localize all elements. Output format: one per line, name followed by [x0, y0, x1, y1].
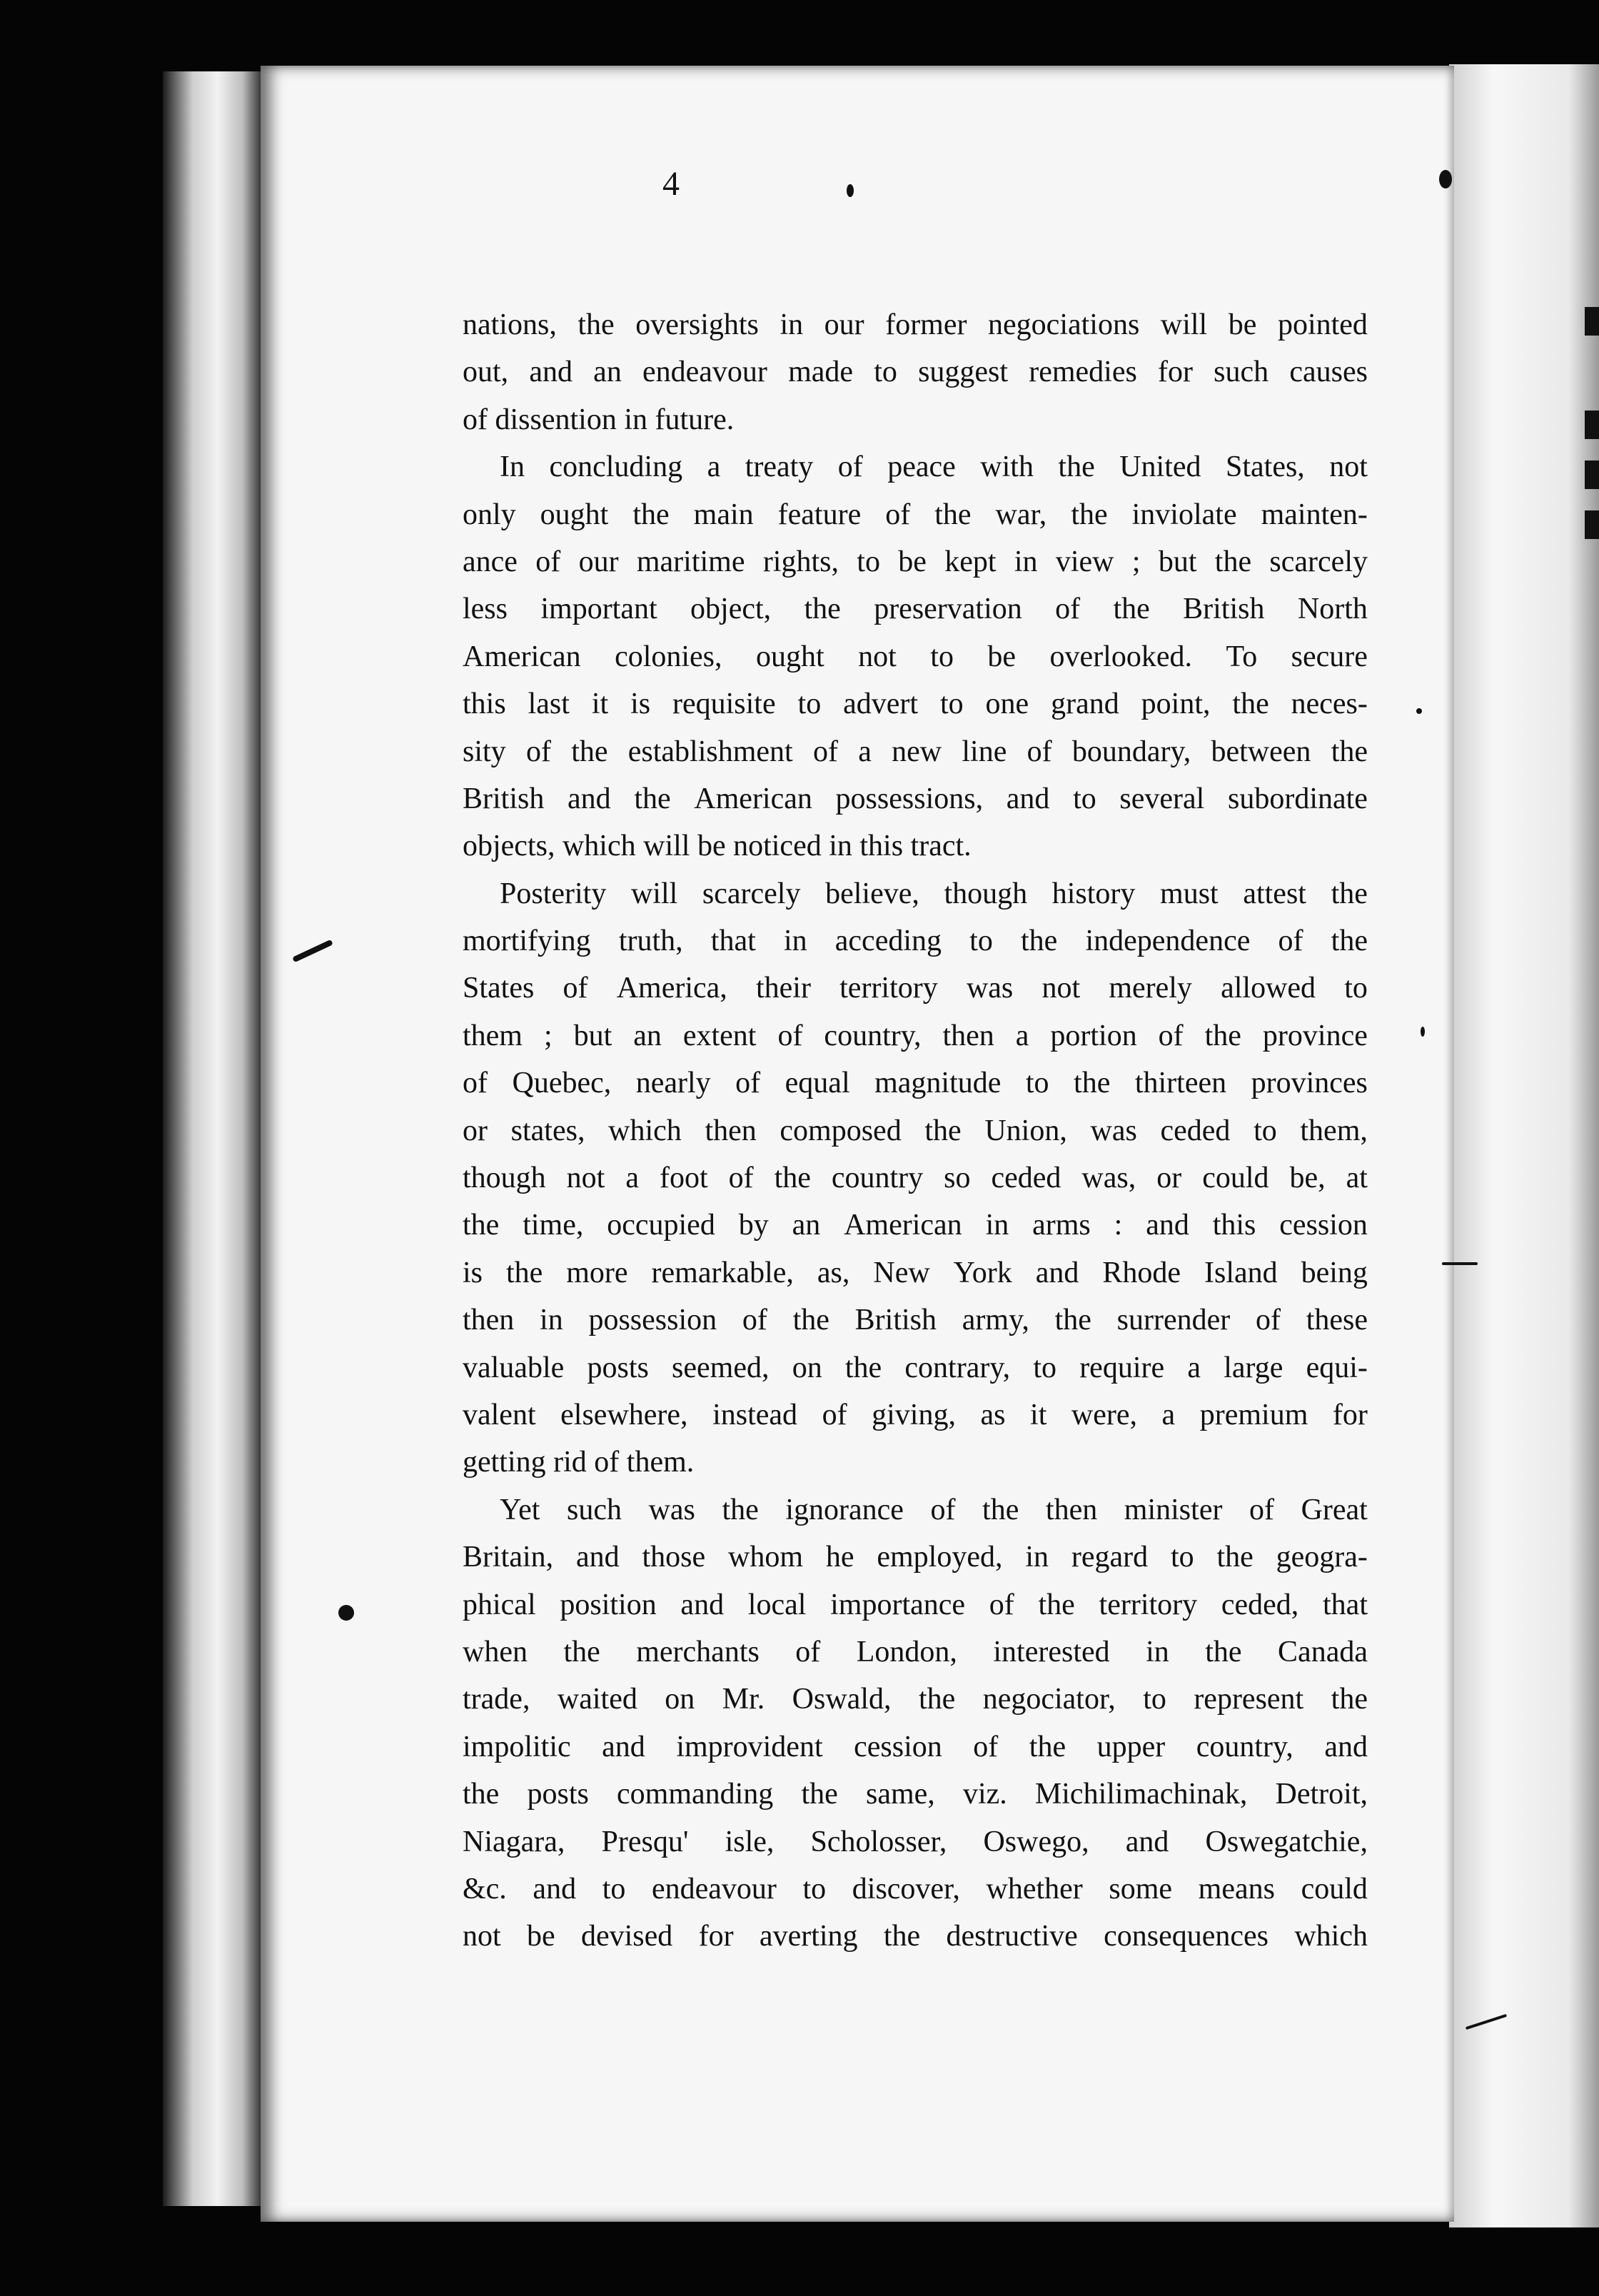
text-line: States of America, their territory was not merely allowed to — [463, 972, 1368, 1005]
ink-speck — [1421, 1027, 1425, 1037]
text-line: Britain, and those whom he employed, in regard to the geogra- — [463, 1541, 1368, 1574]
text-line: or states, which then composed the Union, was ceded to them, — [463, 1114, 1368, 1147]
text-line: sity of the establishment of a new line of boundary, between the — [463, 735, 1368, 768]
text-line: nations, the oversights in our former negociations will be pointed — [463, 308, 1368, 341]
text-line: Posterity will scarcely believe, though history must attest the — [500, 877, 1368, 910]
text-line: trade, waited on Mr. Oswald, the negociator, to represent the — [463, 1683, 1368, 1716]
page-number: 4 — [662, 165, 680, 203]
text-line: of Quebec, nearly of equal magnitude to the thirteen provinces — [463, 1067, 1368, 1100]
text-line: valuable posts seemed, on the contrary, to require a large equi- — [463, 1351, 1368, 1384]
next-page-glyph — [1585, 460, 1599, 489]
text-line: Niagara, Presqu' isle, Scholosser, Oswego, and Oswegatchie, — [463, 1825, 1368, 1858]
book-left-edge — [163, 71, 263, 2206]
text-line: not be devised for averting the destructive consequences which — [463, 1920, 1368, 1953]
text-line: of dissention in future. — [463, 403, 735, 436]
text-line: ance of our maritime rights, to be kept in view ; but the scarcely — [463, 545, 1368, 578]
text-line: only ought the main feature of the war, the inviolate mainten- — [463, 498, 1368, 531]
book-right-edge — [1449, 64, 1599, 2227]
text-line: less important object, the preservation of the British North — [463, 593, 1368, 626]
ink-speck — [1439, 170, 1452, 188]
text-line: objects, which will be noticed in this tract. — [463, 830, 972, 863]
text-line: phical position and local importance of the territory ceded, that — [463, 1588, 1368, 1621]
text-line: out, and an endeavour made to suggest remedies for such causes — [463, 356, 1368, 389]
text-line: British and the American possessions, and to several subordinate — [463, 782, 1368, 815]
text-line: American colonies, ought not to be overlooked. To secure — [463, 640, 1368, 673]
text-line: mortifying truth, that in acceding to the independence of the — [463, 925, 1368, 958]
text-line: them ; but an extent of country, then a portion of the province — [463, 1019, 1368, 1052]
text-line: In concluding a treaty of peace with the United States, not — [500, 450, 1368, 484]
text-line: getting rid of them. — [463, 1446, 695, 1479]
text-line: Yet such was the ignorance of the then minister of Great — [500, 1493, 1368, 1526]
next-page-glyph — [1585, 510, 1599, 539]
ink-speck — [847, 184, 854, 197]
ink-mark — [1442, 1262, 1478, 1265]
text-line: then in possession of the British army, the surrender of these — [463, 1304, 1368, 1337]
text-line: impolitic and improvident cession of the upper country, and — [463, 1730, 1368, 1763]
next-page-glyph — [1585, 411, 1599, 439]
text-line: the posts commanding the same, viz. Michilimachinak, Detroit, — [463, 1778, 1368, 1811]
text-line: this last it is requisite to advert to one grand point, the neces- — [463, 688, 1368, 721]
ink-speck — [338, 1605, 354, 1621]
text-line: valent elsewhere, instead of giving, as it were, a premium for — [463, 1398, 1368, 1431]
text-line: though not a foot of the country so ceded was, or could be, at — [463, 1162, 1368, 1195]
body-text — [463, 301, 1368, 1960]
scan-border-top — [0, 0, 1599, 66]
text-line: the time, occupied by an American in arms : and this cession — [463, 1209, 1368, 1242]
text-line: &c. and to endeavour to discover, whether some means could — [463, 1872, 1368, 1905]
text-line: when the merchants of London, interested in the Canada — [463, 1635, 1368, 1668]
text-line: is the more remarkable, as, New York and Rhode Island being — [463, 1256, 1368, 1289]
ink-speck — [1416, 708, 1422, 714]
next-page-glyph — [1585, 307, 1599, 336]
